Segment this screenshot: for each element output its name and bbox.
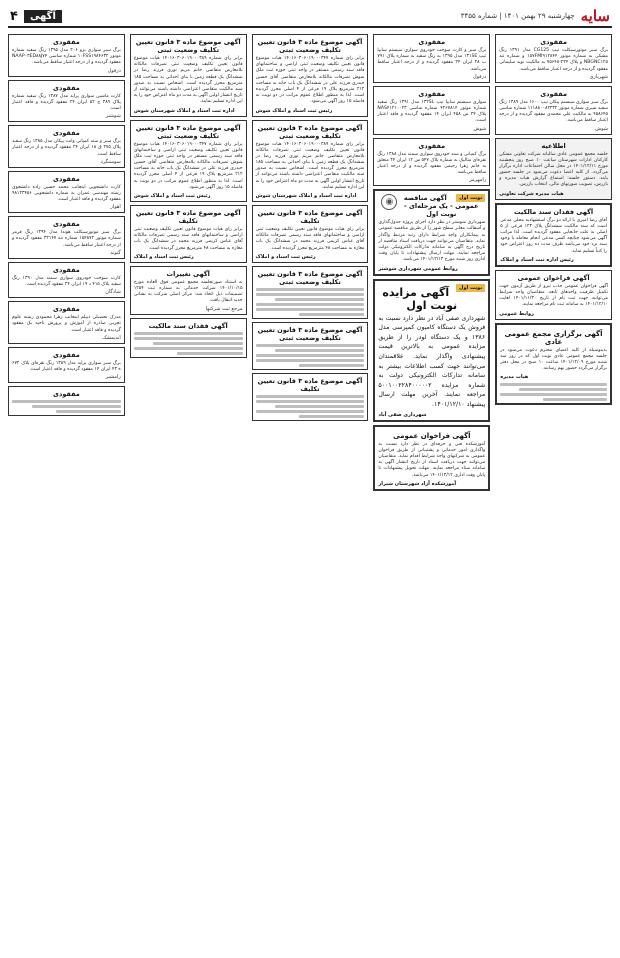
text-line (256, 293, 365, 296)
text-line (500, 383, 607, 386)
ad-title: مفقودی (418, 38, 446, 46)
ad-body: برگ کمپانی و سند خودروی سواری سمند مدل ۱۳۸۸ رنگ نقره‌ای متالیک به شماره پلاک ۵۴۷ س ۱۲ ایران ۲۴ متعلق به خانم زهرا رحیمی مفقود گردیده و از درجه اعتبار ساقط می‌باشد. (377, 151, 487, 176)
ad-body: بدینوسیله از کلیه اعضای محترم دعوت می‌شود در جلسه مجمع عمومی عادی نوبت اول که در روز سه شنبه مورخ ۱۴۰۱/۱۲/۰۹ ساعت ۱۰ صبح در محل دفتر برگزار می‌گردد حضور بهم رسانند. (500, 347, 607, 372)
text-line (256, 303, 365, 306)
text-line (134, 332, 243, 335)
ad-body: برگ سبز سواری سیستم پیکان تیپ ۱۶۰۰ مدل ۱۳۸۹ رنگ سفید شیری شماره موتور ۱۱۱۸۸۰۰۸۲۳۳۲ شماره شاسی ۴۵۸۶۴۵ به مالکیت علی محمدی مفقود گردیده و از درجه اعتبار ساقط می‌باشد. (499, 99, 608, 124)
ad-signature: رئیس ثبت اسناد و املاک (133, 253, 194, 260)
ad-title: مفقودی (53, 350, 80, 359)
ad-place: اندیمشک (102, 334, 121, 341)
lost-item-ad (8, 171, 125, 214)
ad-body: مدرک تحصیلی دیپلم اینجانب زهرا محمودی رشته علوم تجربی صادره از آموزش و پرورش ناحیه یک مفقود گردیده و فاقد اعتبار است. (12, 315, 121, 333)
ad-place: سوسنگرد (100, 158, 121, 165)
notice-ad (130, 318, 247, 358)
lost-item-ad (8, 301, 125, 344)
ad-title: آگهی موضوع ماده ۳ قانون تعیین تکلیف وضعیت ثبتی (257, 325, 363, 342)
ad-title: آگهی فراخوان عمومی (393, 431, 471, 440)
column-3 (252, 34, 369, 952)
lost-item-ad (373, 34, 490, 83)
text-line (299, 364, 364, 367)
ad-signature: اداره ثبت اسناد و املاک شهرستان شوش (255, 193, 357, 199)
notice-ad (495, 270, 612, 320)
column-2 (373, 34, 490, 952)
masthead-right (10, 9, 62, 24)
text-block (500, 383, 607, 401)
registry-ad (252, 322, 369, 370)
ad-title: آگهی فراخوان عمومی (517, 273, 590, 282)
text-line (134, 337, 243, 340)
text-line (275, 349, 364, 352)
registry-ad (252, 34, 369, 117)
column-5 (8, 34, 125, 952)
ad-title: آگهی فقدان سند مالکیت (514, 207, 594, 216)
ad-body: برگ سبز سواری پراید مدل ۱۳۸۹ رنگ نقره‌ای پلاک ۶۷۲ ه ۴۳ ایران ۱۴ مفقود گردیده و فاقد اعتبار است. (12, 360, 121, 372)
ad-place: شوش (473, 125, 487, 132)
ad-place: رامشیر (105, 374, 121, 381)
registry-ad (252, 373, 369, 421)
ad-body: کارت دانشجویی اینجانب محمد حسین زاده دانشجوی رشته مهندسی عمران به شماره دانشجویی ۹۸۱۲۳۴۵۶ مفقود گردیده و فاقد اعتبار است. (12, 184, 121, 203)
ad-signature: روابط عمومی شهرداری شوشتر (378, 265, 458, 272)
ad-place: دزفول (107, 67, 121, 74)
ad-signature: روابط عمومی (499, 310, 534, 317)
first-round-stamp: نوبت اول (456, 284, 485, 292)
text-line (12, 400, 121, 403)
ad-body: شهرداری صفی آباد در نظر دارد نسبت به فروش یک دستگاه کامیون کمپرسی مدل ۱۳۸۶ و یک دستگاه لودر را از طریق مزایده عمومی به بالاترین قیمت پیشنهادی واگذار نماید. علاقمندان می‌توانند جهت کسب اطلاعات بیشتر به سامانه تدارکات الکترونیکی دولت به شماره مزایده ۵۰۰۱۰۰۲۲۸۴۰۰۰۰۰۲ مراجعه نمایند. آخرین مهلت ارسال پیشنهاد ۱۴۰۱/۱۲/۱۰. (378, 314, 486, 409)
ad-body: برگ سبز و کارت سوخت خودروی سواری سیستم سایپا تیپ ۱۳۱SE مدل ۱۳۹۵ به رنگ سفید به شماره پلاک ۷۹۱ ب ۲۸ ایران ۲۴ مفقود گردیده و از درجه اعتبار ساقط می‌باشد. (377, 48, 487, 72)
text-line (256, 359, 365, 362)
ad-signature: آموزشکده آزاد شهرستان شیراز (378, 480, 457, 487)
ad-place: شادگان (105, 289, 121, 296)
text-block (12, 400, 121, 413)
registry-ad (252, 266, 369, 319)
text-line (256, 410, 365, 413)
lost-item-ad (8, 80, 125, 123)
ad-body: شهرداری شوشتر در نظر دارد اجرای پروژه جدول‌گذاری و آسفالت معابر سطح شهر را از طریق مناقصه عمومی به پیمانکاران واجد شرایط دارای رتبه مرتبط واگذار نماید. متقاضیان می‌توانند جهت دریافت اسناد مناقصه از تاریخ درج آگهی به سامانه تدارکات الکترونیکی دولت مراجعه نمایند. مهلت ارسال پیشنهادات تا پایان وقت اداری روز شنبه مورخ ۱۴۰۱/۱۲/۱۳ می‌باشد. (378, 220, 486, 263)
ad-title: مفقودی (540, 89, 567, 98)
ad-signature: رئیس ثبت اسناد و املاک (255, 253, 316, 260)
column-4 (130, 34, 247, 952)
ad-title: مفقودی (53, 265, 80, 274)
ad-title: مفقودی (418, 89, 446, 98)
lost-item-ad (373, 86, 490, 135)
column-1 (495, 34, 612, 952)
text-line (256, 400, 365, 403)
ad-title: آگهی تغییرات (166, 269, 210, 278)
text-line (519, 388, 607, 391)
ad-title: آگهی موضوع ماده ۳ قانون تعیین تکلیف وضعیت ثبتی (257, 269, 363, 286)
text-line (256, 308, 365, 311)
registry-ad (252, 205, 369, 263)
ad-place: شوشتر (105, 113, 121, 120)
ad-place: شهریاری (589, 73, 608, 80)
registry-ad (252, 120, 369, 203)
tender-ad (373, 189, 490, 275)
ad-signature: رئیس ثبت اسناد و املاک شوش (133, 193, 211, 199)
ad-title: آگهی برگزاری مجمع عمومی عادی (504, 329, 603, 346)
lost-item-ad (495, 34, 612, 83)
ad-body: برگ سبز موتورسیکلت تیپ CG125 مدل ۱۳۹۱ رنگ مشکی به شماره موتور ۱۵۷FMI۹۱۲۸۴۴ و شماره تنه NBGNC۱۲۵ و پلاک ۲۲۴-۷۵۶۴۸ به مالکیت نوید سلیمانی مفقود گردیده و از درجه اعتبار ساقط می‌باشد. (499, 48, 609, 72)
registry-ad (130, 205, 247, 263)
lost-item-ad (8, 216, 125, 259)
lost-item-ad (8, 125, 125, 168)
ad-body: برابر رای شماره ۱۴۰۱۶۰۳۰۶۰۱۹۰۰۰۳۴۷ هیات موضوع قانون تعیین تکلیف وضعیت ثبتی اراضی و ساختمانهای فاقد سند رسمی مستقر در واحد ثبتی حوزه ثبت ملک شوش تصرفات مالکانه بلامعارض متقاضی آقای حسین حیدری فرزند علی در ششدانگ یک باب خانه به مساحت ۲۱۲ مترمربع پلاک ۱۹ فرعی از ۴ اصلی محرز گردیده است. لذا به منظور اطلاع عموم مراتب در دو نوبت به فاصله ۱۵ روز آگهی می‌شود. (133, 141, 243, 190)
ad-signature: هیات مدیره شرکت تعاونی (499, 190, 564, 197)
ad-body: آگهی فراخوان عمومی جذب نیرو از طریق آزمون جهت تکمیل ظرفیت واحدهای تابعه. متقاضیان واجد شرایط می‌توانند جهت ثبت نام از تاریخ ۱۴۰۱/۱۱/۳۰ لغایت ۱۴۰۱/۱۲/۱۰ به سامانه ثبت نام مراجعه نمایند. (499, 283, 609, 308)
registry-ad (130, 120, 247, 203)
ad-body: کارت سوخت خودروی سواری سمند مدل ۱۳۹۰ رنگ سفید پلاک ۴۱۵ د ۱۹ ایران ۲۴ مفقود گردیده است. (12, 275, 121, 287)
ad-title: مفقودی (53, 390, 80, 399)
ad-body: برابر رای شماره ۱۴۰۱۶۰۳۰۶۰۱۹۰۰۰۳۸۹ هیات موضوع قانون تعیین تکلیف وضعیت ثبتی تصرفات مالکانه بلامعارض متقاضی خانم مریم نوری فرزند رضا در ششدانگ یک قطعه زمین با بنای احداثی به مساحت ۱۸۵ مترمربع محرز گردیده است. اشخاص نسبت به صدور سند مالکیت متقاضی اعتراضی داشته باشند می‌توانند از تاریخ انتشار اولین آگهی به مدت دو ماه اعتراض خود را به این اداره تسلیم نمایند. (133, 56, 243, 105)
page-number: ۴ (10, 8, 18, 24)
ad-body: برابر رای هیات موضوع قانون تعیین تکلیف وضعیت ثبتی اراضی و ساختمانهای فاقد سند رسمی تصرفات مالکانه آقای عباس کریمی فرزند محمد در ششدانگ یک باب مغازه به مساحت ۴۸ مترمربع محرز گردیده است. (255, 227, 365, 251)
ad-title: آگهی موضوع ماده ۳ قانون تعیین تکلیف وضعیت ثبتی (257, 38, 363, 54)
lost-item-ad (8, 386, 125, 416)
notice-ad (130, 266, 247, 315)
ads-grid (8, 34, 612, 952)
text-block (134, 332, 243, 355)
notice-ad (495, 203, 612, 267)
ad-signature: رئیس ثبت اسناد و املاک شوش (255, 107, 333, 114)
ad-place: اهواز (110, 204, 121, 211)
ad-title: مفقودی (53, 220, 80, 229)
masthead (8, 6, 612, 28)
text-line (256, 395, 365, 398)
ad-title: آگهی فقدان سند مالکیت (148, 321, 228, 330)
ad-place: شوش (595, 125, 608, 132)
ad-body: سواری سیستم سایپا تیپ ۱۳۲SL مدل ۱۳۹۱ رنگ سفید شماره موتور ۴۲۶۷۸۱۴ شماره شاسی NAS۴۱۲۱۰۰۲۳ پلاک ۲۴ ص ۴۵۸ ایران ۱۴ مفقود گردیده و فاقد اعتبار است. (377, 99, 487, 124)
ad-title: آگهی موضوع ماده ۳ قانون تعیین تکلیف وضعیت ثبتی (135, 123, 241, 140)
ad-title: اطلاعیه (541, 141, 566, 150)
text-line (134, 347, 243, 350)
featured-notice-ad (495, 323, 612, 406)
auction-ad (373, 279, 490, 422)
text-line (256, 288, 365, 291)
text-line (275, 405, 364, 408)
lost-item-ad (8, 262, 125, 298)
featured-call-ad (373, 425, 490, 491)
section-label: آگهی (24, 10, 62, 23)
ad-title: آگهی مزایده نوبت اول (382, 285, 458, 312)
text-line (256, 344, 365, 347)
text-line (275, 298, 364, 301)
ad-title: آگهی موضوع ماده ۳ قانون تعیین تکلیف وضعیت ثبتی (135, 38, 241, 54)
ad-signature: هیات مدیره (500, 374, 529, 381)
text-line (153, 342, 242, 345)
text-line (543, 398, 607, 401)
ad-place: مرجع ثبت شرکتها (205, 305, 243, 312)
ad-title: آگهی موضوع ماده ۳ قانون تعیین تکلیف (257, 209, 363, 225)
ad-title: آگهی مناقصه عمومی - یک مرحله‌ای - نوبت اول (403, 194, 479, 219)
text-line (32, 405, 121, 408)
ad-title: مفقودی (53, 83, 80, 92)
dateline: چهارشنبه ۲۹ بهمن ۱۴۰۱ | شماره ۳۴۵۵ (460, 12, 575, 20)
ad-title: مفقودی (53, 305, 80, 314)
text-line (299, 313, 364, 316)
ad-body: برگ سبز سواری پژو ۲۰۶ مدل ۱۳۹۵ رنگ سفید شماره موتور ۱۰FSS۱۹۸۴۶۳۲ شماره شاسی NAAP۰۳ED۸۸J۷۴ مفقود گردیده و از درجه اعتبار ساقط می‌باشد. (12, 48, 121, 66)
ad-body: آقای رضا امیری با ارائه دو برگ استشهادیه محلی مدعی است که سند مالکیت ششدانگ پلاک ۱۲۳ فرعی از ۵ اصلی به علت جابجایی مفقود گردیده است. لذا مراتب آگهی می‌شود چنانچه کسی مدعی انجام معامله یا وجود سند نزد خود می‌باشد ظرف مدت ده روز اعتراض خود را کتباً تسلیم نماید. (500, 217, 607, 254)
text-line (500, 393, 607, 396)
ad-title: مفقودی (540, 38, 567, 46)
text-block (256, 288, 365, 316)
text-line (177, 352, 242, 355)
masthead-left (461, 7, 610, 25)
ad-body: کارت ماشین سواری پراید مدل ۱۳۸۷ رنگ سفید شماره پلاک ۳۸۹ ج ۵۲ ایران ۲۴ مفقود گردیده و فاقد اعتبار است. (12, 93, 121, 111)
ad-body: آموزشکده فنی و حرفه‌ای در نظر دارد نسبت به واگذاری امور خدماتی و پشتیبانی از طریق فراخوان عمومی به شرکتهای واجد شرایط اقدام نماید. متقاضیان می‌توانند جهت دریافت اسناد از تاریخ انتشار آگهی به سامانه ستاد مراجعه نمایند. مهلت تحویل پیشنهادات تا پایان وقت اداری ۱۴۰۱/۱۲/۱۲ می‌باشد. (378, 441, 486, 478)
ad-place: دزفول (472, 73, 487, 80)
lost-item-ad (495, 86, 612, 135)
ad-body: برگ سبز و سند کمپانی وانت پیکان مدل ۱۳۸۵ رنگ سفید پلاک ۲۷۵ ق ۱۸ ایران ۲۴ مفقود گردیده و از درجه اعتبار ساقط است. (12, 139, 121, 157)
ad-body: برابر رای شماره ۱۴۰۱۶۰۳۰۶۰۱۹۰۰۰۳۴۷ هیات موضوع قانون تعیین تکلیف وضعیت ثبتی اراضی و ساختمانهای فاقد سند رسمی مستقر در واحد ثبتی حوزه ثبت ملک شوش تصرفات مالکانه بلامعارض متقاضی آقای حسین حیدری فرزند علی در ششدانگ یک باب خانه به مساحت ۲۱۲ مترمربع پلاک ۱۹ فرعی از ۴ اصلی محرز گردیده است. لذا به منظور اطلاع عموم مراتب در دو نوبت به فاصله ۱۵ روز آگهی می‌شود. (255, 56, 365, 105)
ad-title: مفقودی (53, 129, 80, 138)
text-line (299, 415, 364, 418)
newspaper-logo: سایه (580, 7, 610, 25)
municipality-emblem-icon: ◉ (381, 194, 397, 210)
ad-title: مفقودی (53, 38, 80, 46)
notice-ad (495, 138, 612, 200)
ad-title: مفقودی (53, 174, 80, 183)
ad-title: مفقودی (418, 141, 446, 150)
ad-body: به استناد صورتجلسه مجمع عمومی فوق العاده مورخ ۱۴۰۱/۱۰/۱۵ شرکت خدماتی به شماره ثبت ۱۲۵۴ تصمیمات ذیل اتخاذ شد: مرکز اصلی شرکت به نشانی جدید انتقال یافت. (133, 279, 243, 304)
text-line (56, 410, 121, 413)
ad-title: آگهی موضوع ماده ۳ قانون تعیین تکلیف (135, 209, 241, 225)
lost-item-ad (8, 34, 125, 77)
registry-ad (130, 34, 247, 117)
ad-place: رامهرمز (469, 177, 487, 184)
ad-body: برابر رای هیات موضوع قانون تعیین تکلیف وضعیت ثبتی اراضی و ساختمانهای فاقد سند رسمی تصرفات مالکانه آقای عباس کریمی فرزند محمد در ششدانگ یک باب مغازه به مساحت ۴۸ مترمربع محرز گردیده است. (133, 227, 243, 251)
text-block (256, 395, 365, 418)
ad-body: برابر رای شماره ۱۴۰۱۶۰۳۰۶۰۱۹۰۰۰۳۸۹ هیات موضوع قانون تعیین تکلیف وضعیت ثبتی تصرفات مالکانه بلامعارض متقاضی خانم مریم نوری فرزند رضا در ششدانگ یک قطعه زمین با بنای احداثی به مساحت ۱۸۵ مترمربع محرز گردیده است. اشخاص نسبت به صدور سند مالکیت متقاضی اعتراضی داشته باشند می‌توانند از تاریخ انتشار اولین آگهی به مدت دو ماه اعتراض خود را به این اداره تسلیم نمایند. (255, 141, 365, 190)
ad-place: گتوند (110, 249, 121, 256)
ad-title: آگهی موضوع ماده ۳ قانون تعیین تکلیف (257, 376, 363, 393)
ad-signature: رئیس اداره ثبت اسناد و املاک (500, 256, 574, 263)
first-round-stamp: نوبت اول (456, 194, 485, 202)
ad-signature: اداره ثبت اسناد و املاک شهرستان شوش (133, 107, 235, 114)
ad-body: جلسه مجمع عمومی عادی سالیانه شرکت تعاونی مسکن کارکنان ادارات شهرستان ساعت ۱۰ صبح روز پنجشنبه مورخ ۱۴۰۱/۱۲/۱۱ در محل سالن اجتماعات اداره برگزار می‌گردد. از کلیه اعضا دعوت می‌شود در جلسه حضور یابند. دستور جلسه: استماع گزارش هیات مدیره و بازرس، تصویب صورتهای مالی، انتخاب بازرس. (499, 151, 608, 188)
text-block (256, 344, 365, 367)
ad-signature: شهرداری صفی آباد (378, 411, 427, 418)
text-line (256, 354, 365, 357)
lost-item-ad (8, 347, 125, 383)
ad-body: برگ سبز موتورسیکلت هوندا مدل ۱۳۹۴ رنگ قرمز شماره موتور ۱۵۴۸۷۲ شماره تنه ۳۲۱۴۷ مفقود گردیده و از درجه اعتبار ساقط می‌باشد. (12, 230, 121, 248)
lost-item-ad (373, 138, 490, 187)
ad-title: آگهی موضوع ماده ۳ قانون تعیین تکلیف وضعیت ثبتی (257, 123, 363, 140)
